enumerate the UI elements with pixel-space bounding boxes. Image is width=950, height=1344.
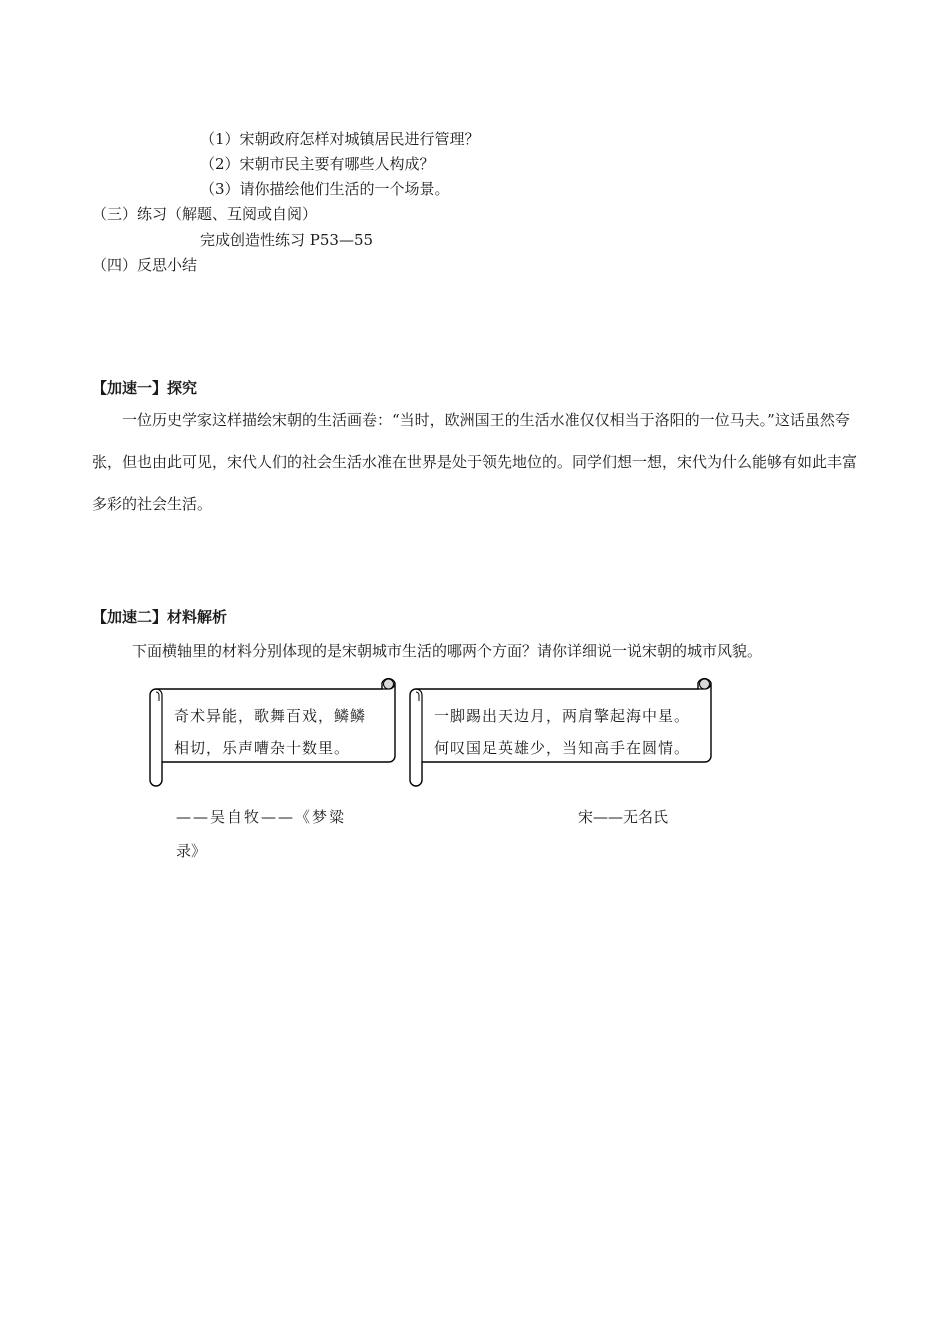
question-3: （3）请你描绘他们生活的一个场景。 bbox=[200, 180, 450, 198]
scroll-left-source-line-1: ——吴自牧——《梦粱 bbox=[176, 808, 347, 826]
speedup-2-heading bbox=[92, 606, 227, 627]
scroll-right-text: 一脚踢出天边月，两肩擎起海中星。何叹国足英雄少，当知高手在圆情。 bbox=[434, 707, 691, 757]
speedup-2-prompt: 下面横轴里的材料分别体现的是宋朝城市生活的哪两个方面？请你详细说一说宋朝的城市风貌。 bbox=[132, 642, 763, 660]
scroll-left bbox=[146, 676, 396, 788]
section-4-heading: （四）反思小结 bbox=[92, 256, 198, 274]
question-2: （2）宋朝市民主要有哪些人构成？ bbox=[200, 155, 435, 173]
speedup-2-label: 【加速二】 bbox=[92, 608, 168, 626]
speedup-1-paragraph: 一位历史学家这样描绘宋朝的生活画卷：“当时，欧洲国王的生活水准仅仅相当于洛阳的一位马夫。”这话虽然夸张，但也由此可见，宋代人们的社会生活水准在世界是处于领先地位的。同学们想一想，宋代为什么能够有如此丰富多彩的社会生活。 bbox=[92, 411, 858, 513]
section-3-content: 完成创造性练习 P53—55 bbox=[200, 231, 374, 249]
speedup-1-label: 【加速一】 bbox=[92, 379, 168, 397]
scroll-left-text: 奇术异能，歌舞百戏，鳞鳞相切，乐声嘈杂十数里。 bbox=[174, 707, 367, 757]
scroll-right bbox=[406, 676, 712, 788]
speedup-1-heading bbox=[92, 377, 197, 398]
speedup-1-title: 探究 bbox=[167, 379, 198, 397]
speedup-2-title: 材料解析 bbox=[167, 608, 228, 626]
scroll-left-source-line-2: 录》 bbox=[176, 842, 207, 860]
scroll-right-source: 宋——无名氏 bbox=[578, 808, 669, 826]
question-1: （1）宋朝政府怎样对城镇居民进行管理？ bbox=[200, 130, 480, 148]
section-3-heading: （三）练习（解题、互阅或自阅） bbox=[92, 205, 318, 223]
